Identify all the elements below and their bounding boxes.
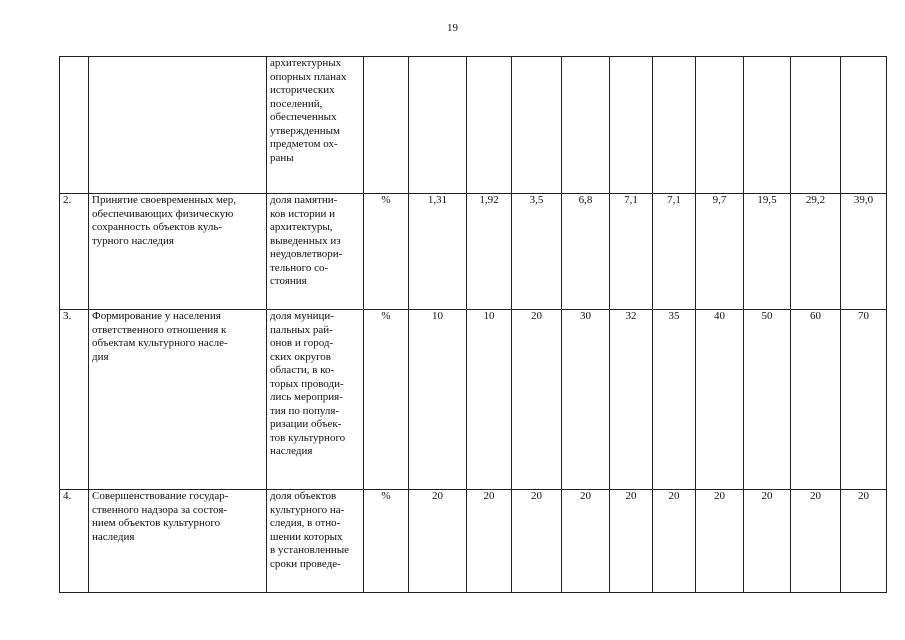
- value-cell: 20: [512, 490, 562, 593]
- value-cell: [409, 57, 467, 194]
- value-cell: [696, 57, 744, 194]
- unit-cell: %: [364, 310, 409, 490]
- value-cell: 70: [841, 310, 887, 490]
- value-cell: [512, 57, 562, 194]
- value-cell: 30: [562, 310, 610, 490]
- value-cell: 20: [653, 490, 696, 593]
- task-cell: [89, 57, 267, 194]
- value-cell: 20: [791, 490, 841, 593]
- value-cell: 6,8: [562, 194, 610, 310]
- indicator-cell: доля объектов культурного на- следия, в отно- шении которых в установленные сроки проведе-: [267, 490, 364, 593]
- value-cell: 1,31: [409, 194, 467, 310]
- value-cell: 29,2: [791, 194, 841, 310]
- value-cell: 20: [409, 490, 467, 593]
- value-cell: [653, 57, 696, 194]
- value-cell: 3,5: [512, 194, 562, 310]
- value-cell: [610, 57, 653, 194]
- task-cell: Принятие своевременных мер, обеспечивающих физическую сохранность объектов куль- турного наследия: [89, 194, 267, 310]
- value-cell: 1,92: [467, 194, 512, 310]
- table-row: [60, 310, 887, 490]
- value-cell: 7,1: [610, 194, 653, 310]
- value-cell: 20: [841, 490, 887, 593]
- value-cell: 20: [696, 490, 744, 593]
- indicator-cell: доля памятни- ков истории и архитектуры, выведенных из неудовлетвори- тельного со- стояния: [267, 194, 364, 310]
- value-cell: 40: [696, 310, 744, 490]
- unit-cell: %: [364, 194, 409, 310]
- value-cell: 9,7: [696, 194, 744, 310]
- row-number: 3.: [60, 310, 89, 490]
- value-cell: 20: [512, 310, 562, 490]
- indicators-table: [59, 56, 887, 593]
- value-cell: 7,1: [653, 194, 696, 310]
- value-cell: 39,0: [841, 194, 887, 310]
- value-cell: 32: [610, 310, 653, 490]
- value-cell: 20: [610, 490, 653, 593]
- page-number: 19: [447, 22, 458, 34]
- value-cell: 20: [562, 490, 610, 593]
- value-cell: 60: [791, 310, 841, 490]
- unit-cell: [364, 57, 409, 194]
- task-cell: Формирование у населения ответственного отношения к объектам культурного насле- дия: [89, 310, 267, 490]
- unit-cell: %: [364, 490, 409, 593]
- table-row: [60, 194, 887, 310]
- value-cell: 10: [409, 310, 467, 490]
- value-cell: 19,5: [744, 194, 791, 310]
- value-cell: [744, 57, 791, 194]
- value-cell: [562, 57, 610, 194]
- row-number: [60, 57, 89, 194]
- indicator-cell: архитектурных опорных планах исторических поселений, обеспеченных утвержденным предметом ох- раны: [267, 57, 364, 194]
- table-row: [60, 57, 887, 194]
- value-cell: [841, 57, 887, 194]
- value-cell: 10: [467, 310, 512, 490]
- table-row: [60, 490, 887, 593]
- indicator-cell: доля муници- пальных рай- онов и город- ских округов области, в ко- торых проводи- лись мероприя- тия по популя- ризации объек- тов культурного наследия: [267, 310, 364, 490]
- value-cell: 50: [744, 310, 791, 490]
- value-cell: [467, 57, 512, 194]
- value-cell: 20: [744, 490, 791, 593]
- value-cell: [791, 57, 841, 194]
- value-cell: 20: [467, 490, 512, 593]
- task-cell: Совершенствование государ- ственного надзора за состоя- нием объектов культурного наследия: [89, 490, 267, 593]
- row-number: 4.: [60, 490, 89, 593]
- value-cell: 35: [653, 310, 696, 490]
- row-number: 2.: [60, 194, 89, 310]
